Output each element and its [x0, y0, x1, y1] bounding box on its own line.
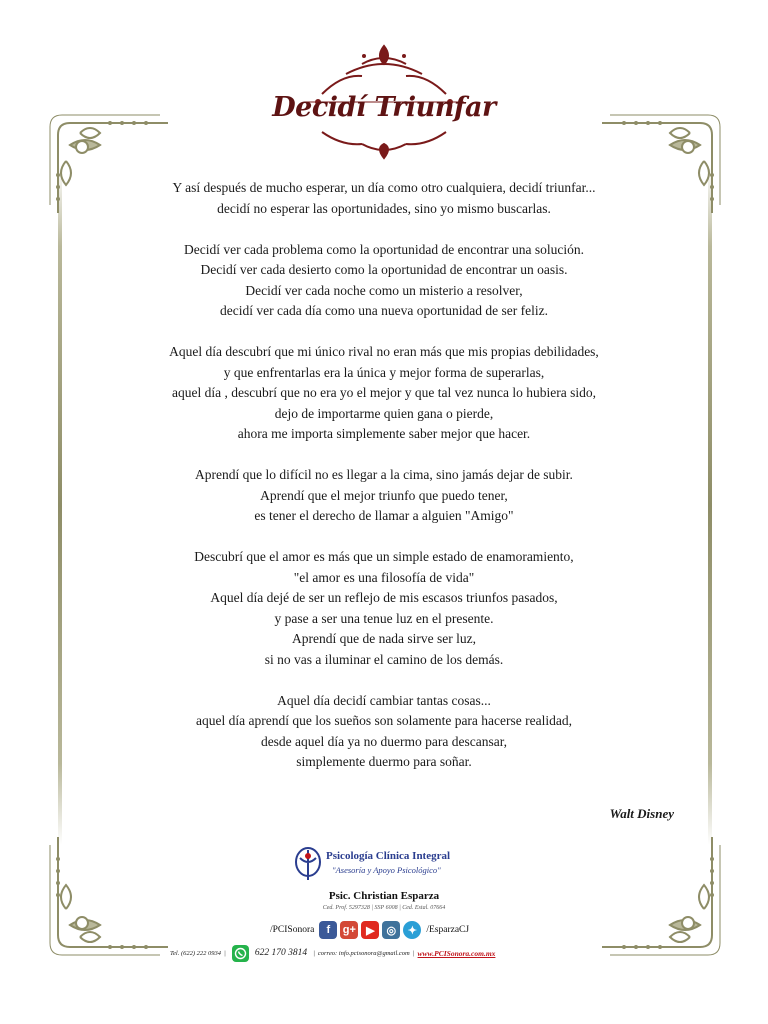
poem-line: Aprendí que lo difícil no es llegar a la cima, sino jamás dejar de subir.: [195, 467, 573, 482]
psychologist-name: Psic. Christian Esparza: [328, 890, 440, 902]
stanza: [110, 547, 658, 670]
stanza: [110, 178, 658, 219]
poem-line: Aquel día decidí cambiar tantas cosas...: [277, 692, 491, 708]
poem-line: Y así después de mucho esperar, un día como otro cualquiera, decidí triunfar...: [172, 180, 596, 195]
youtube-icon[interactable]: ▶: [361, 921, 379, 939]
instagram-icon[interactable]: ◎: [382, 921, 400, 939]
poem-line: simplemente duermo para soñar.: [296, 754, 472, 769]
email: correo: info.pcisonora@gmail.com: [317, 949, 410, 957]
poem-line: Aprendí que de nada sirve ser luz,: [291, 631, 477, 646]
poem-line: si no vas a iluminar el camino de los demás.: [264, 651, 504, 667]
poem-line: aquel día aprendí que los sueños son solamente para hacerse realidad,: [196, 713, 572, 728]
corner-ornament-bottom-right: [600, 835, 730, 965]
poem-line: Decidí ver cada noche como un misterio a resolver,: [245, 282, 523, 298]
whatsapp-icon[interactable]: [232, 945, 249, 962]
poem-line: Aquel día dejé de ser un reflejo de mis escasos triunfos pasados,: [210, 590, 558, 605]
poem-line: "el amor es una filosofía de vida": [293, 569, 475, 585]
whatsapp-number: 622 170 3814: [254, 948, 308, 958]
poem-line: Decidí ver cada problema como la oportunidad de encontrar una solución.: [184, 241, 584, 257]
telephone: Tel. (622) 222 0934: [170, 949, 222, 957]
poem-line: ahora me importa simplemente saber mejor que hacer.: [237, 426, 531, 441]
logo-subtitle: "Asesoría y Apoyo Psicológico": [332, 865, 441, 875]
stanza: [110, 240, 658, 322]
handle-right: /EsparzaCJ: [426, 925, 470, 935]
poem-line: Aquel día descubrí que mi único rival no eran más que mis propias debilidades,: [169, 344, 599, 359]
logo-title: Psicología Clínica Integral: [326, 850, 451, 862]
credentials: Ced. Prof. 5297328 | SSP 6008 | Ced. Estal. 07664: [322, 905, 446, 911]
separator: |: [224, 949, 226, 957]
poem-line: Aprendí que el mejor triunfo que puedo tener,: [260, 487, 508, 503]
left-border-bar: [58, 165, 62, 845]
twitter-icon[interactable]: ✦: [403, 921, 421, 939]
stanza: [110, 691, 658, 773]
poem-line: decidí no esperar las oportunidades, sino yo mismo buscarlas.: [217, 200, 551, 216]
poem-body: [110, 178, 658, 793]
poem-line: aquel día , descubrí que no era yo el mejor y que tal vez nunca lo hubiera sido,: [172, 385, 596, 400]
google-plus-icon[interactable]: g+: [340, 921, 358, 939]
corner-ornament-bottom-left: [40, 835, 170, 965]
website-link[interactable]: www.PCISonora.com.mx: [417, 948, 496, 958]
poem-line: Decidí ver cada desierto como la oportunidad de encontrar un oasis.: [200, 262, 568, 277]
poem-line: Descubrí que el amor es más que un simple estado de enamoramiento,: [194, 549, 574, 564]
poem-line: es tener el derecho de llamar a alguien "Amigo": [254, 508, 514, 523]
right-border-bar: [708, 165, 712, 845]
contact-row: [170, 942, 495, 964]
stanza: [110, 342, 658, 445]
handle-left: /PCISonora: [270, 925, 315, 935]
poem-line: decidí ver cada día como una nueva oportunidad de ser feliz.: [220, 303, 548, 318]
stanza: [110, 465, 658, 527]
poem-line: y pase a ser una tenue luz en el presente.: [274, 610, 494, 626]
author-signature: Walt Disney: [609, 806, 674, 821]
poem-line: y que enfrentarlas era la única y mejor forma de superarlas,: [223, 364, 545, 380]
facebook-icon[interactable]: f: [319, 921, 337, 939]
psychology-logo-icon: [292, 846, 324, 882]
separator: |: [412, 949, 415, 957]
poem-line: dejo de importarme quien gana o pierde,: [274, 405, 494, 421]
separator: |: [313, 949, 315, 957]
poem-line: desde aquel día ya no duermo para descansar,: [260, 733, 508, 749]
document-title: Decidí Triunfar: [272, 92, 496, 123]
social-row: [268, 919, 474, 941]
